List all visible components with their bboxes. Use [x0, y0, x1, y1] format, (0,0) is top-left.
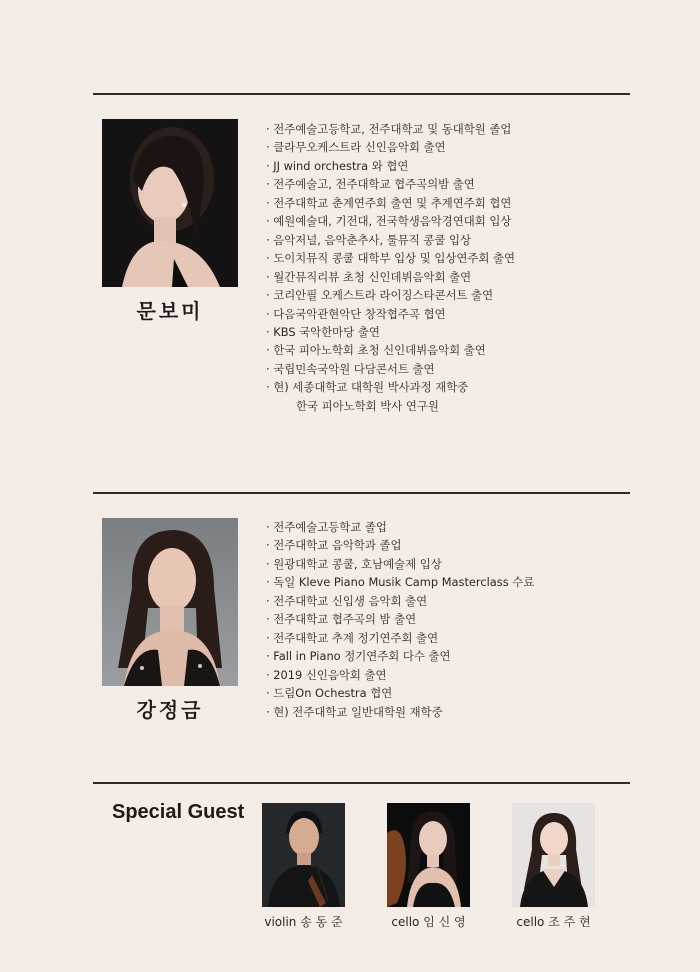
- bio-item: · 드림On Ochestra 협연: [266, 686, 393, 701]
- bio-item: · 전주예술고등학교, 전주대학교 및 동대학원 졸업: [266, 122, 512, 136]
- bio-item: · 한국 피아노학회 초청 신인데뷔음악회 출연: [266, 343, 486, 358]
- guest-photo-1: [262, 803, 345, 907]
- bio-item: 한국 피아노학회 박사 연구원: [296, 398, 439, 413]
- bio-item: · 전주대학교 추계 정기연주회 출연: [266, 630, 439, 645]
- bio-item: · 음악저널, 음악춘추사, 툴뮤직 콩쿨 입상: [266, 232, 472, 247]
- performer-name-1: 문보미: [136, 299, 204, 323]
- divider-bottom: [93, 782, 630, 784]
- bio-item: · 다음국악관현악단 창작협주곡 협연: [266, 306, 446, 321]
- guest-caption-3: cello 조 주 현: [516, 915, 591, 929]
- bio-item: · 전주예술고, 전주대학교 협주곡의밤 출연: [266, 177, 475, 192]
- bio-item: · 원광대학교 콩쿨, 호남예술제 입상: [266, 556, 442, 571]
- guest-caption-1: violin 송 동 준: [264, 915, 343, 929]
- performer-bio-1: [266, 120, 515, 415]
- bio-item: · 전주예술고등학교 졸업: [266, 520, 387, 534]
- bio-item: · 예원예술대, 기전대, 전국학생음악경연대회 입상: [266, 214, 512, 229]
- bio-item: · KBS 국악한마당 출연: [266, 324, 380, 339]
- bio-item: · 도이치뮤직 콩쿨 대학부 입상 및 입상연주회 출연: [266, 251, 516, 266]
- bio-item: · 전주대학교 음악학과 졸업: [266, 538, 402, 553]
- performer-photo-1: [102, 119, 238, 287]
- special-guest-title: Special Guest: [112, 801, 245, 823]
- bio-item: · 전주대학교 협주곡의 밤 출연: [266, 612, 417, 627]
- bio-item: · JJ wind orchestra 와 협연: [266, 158, 409, 173]
- guest-photo-2: [387, 803, 470, 907]
- bio-item: · 월간뮤직리뷰 초청 신인데뷔음악회 출연: [266, 269, 472, 284]
- bio-item: · 전주대학교 신입생 음악회 출연: [266, 593, 428, 608]
- bio-item: · 2019 신인음악회 출연: [266, 667, 387, 682]
- bio-item: · 국립민속국악원 다담콘서트 출연: [266, 361, 435, 376]
- bio-item: · 전주대학교 춘계연주회 출연 및 추계연주회 협연: [266, 195, 512, 210]
- divider-middle: [93, 492, 630, 494]
- guest-photo-3: [512, 803, 595, 907]
- bio-item: · Fall in Piano 정기연주회 다수 출연: [266, 649, 451, 664]
- guest-caption-2: cello 임 신 영: [391, 915, 466, 929]
- bio-item: · 독일 Kleve Piano Musik Camp Masterclass 수료: [266, 575, 535, 590]
- bio-item: · 현) 전주대학교 일반대학원 재학중: [266, 704, 443, 719]
- divider-top: [93, 93, 630, 95]
- bio-item: · 현) 세종대학교 대학원 박사과정 재학중: [266, 380, 469, 395]
- performer-photo-2: [102, 518, 238, 686]
- performer-bio-2: [266, 518, 534, 721]
- bio-item: · 클라무오케스트라 신인음악회 출연: [266, 140, 446, 155]
- performer-name-2: 강정금: [136, 698, 204, 722]
- bio-item: · 코리안필 오케스트라 라이징스타콘서트 출연: [266, 288, 494, 303]
